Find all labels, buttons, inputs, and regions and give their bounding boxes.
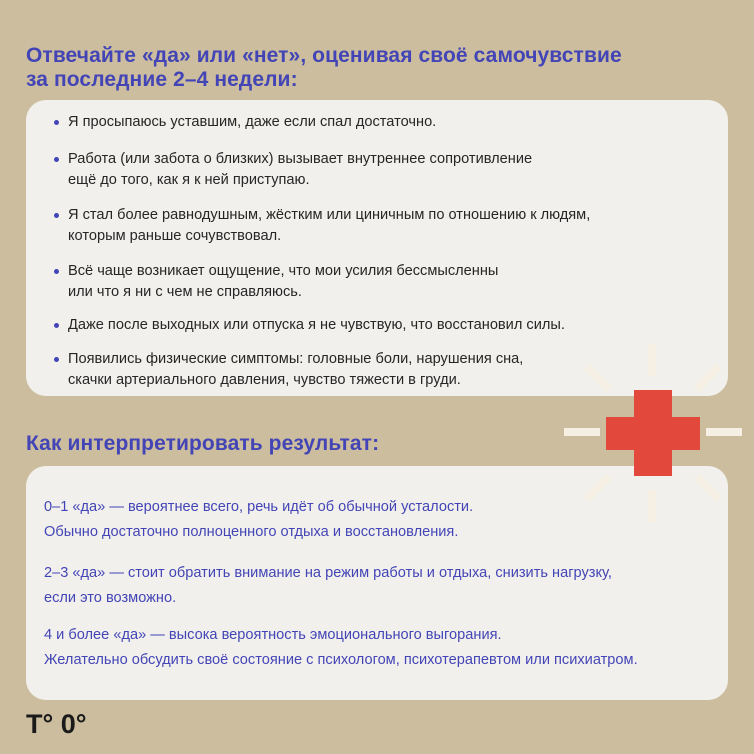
symptom-text: Работа (или забота о близких) вызывает внутреннее сопротивление ещё до того, как я к ней приступаю. <box>68 151 533 188</box>
checklist-heading: Отвечайте «да» или «нет», оценивая своё самочувствие за последние 2–4 недели: <box>26 44 622 91</box>
medical-cross-icon <box>560 340 746 526</box>
result-high: 4 и более «да» — высока вероятность эмоционального выгорания. Желательно обсудить своё состояние с психологом, психотерапевтом или психиатром. <box>44 627 638 668</box>
symptom-text: Я просыпаюсь уставшим, даже если спал достаточно. <box>68 114 437 130</box>
result-low: 0–1 «да» — вероятнее всего, речь идёт об обычной усталости. Обычно достаточно полноценного отдыха и восстановления. <box>44 499 474 540</box>
symptom-text: Даже после выходных или отпуска я не чувствую, что восстановил силы. <box>68 317 565 333</box>
brand-logo: T° 0° <box>26 709 87 739</box>
results-heading: Как интерпретировать результат: <box>26 432 380 455</box>
bullet-icon <box>54 157 59 162</box>
symptom-text: Я стал более равнодушным, жёстким или циничным по отношению к людям, которым раньше сочувствовал. <box>68 207 591 244</box>
bullet-icon <box>54 269 59 274</box>
bullet-icon <box>54 120 59 125</box>
bullet-icon <box>54 357 59 362</box>
bullet-icon <box>54 323 59 328</box>
red-cross <box>606 390 700 476</box>
result-medium: 2–3 «да» — стоит обратить внимание на режим работы и отдыха, снизить нагрузку, если это возможно. <box>44 565 612 606</box>
bullet-icon <box>54 213 59 218</box>
symptom-text: Появились физические симптомы: головные боли, нарушения сна, скачки артериального давления, чувство тяжести в груди. <box>68 351 524 388</box>
symptom-text: Всё чаще возникает ощущение, что мои усилия бессмысленны или что я ни с чем не справляюсь. <box>68 263 499 300</box>
